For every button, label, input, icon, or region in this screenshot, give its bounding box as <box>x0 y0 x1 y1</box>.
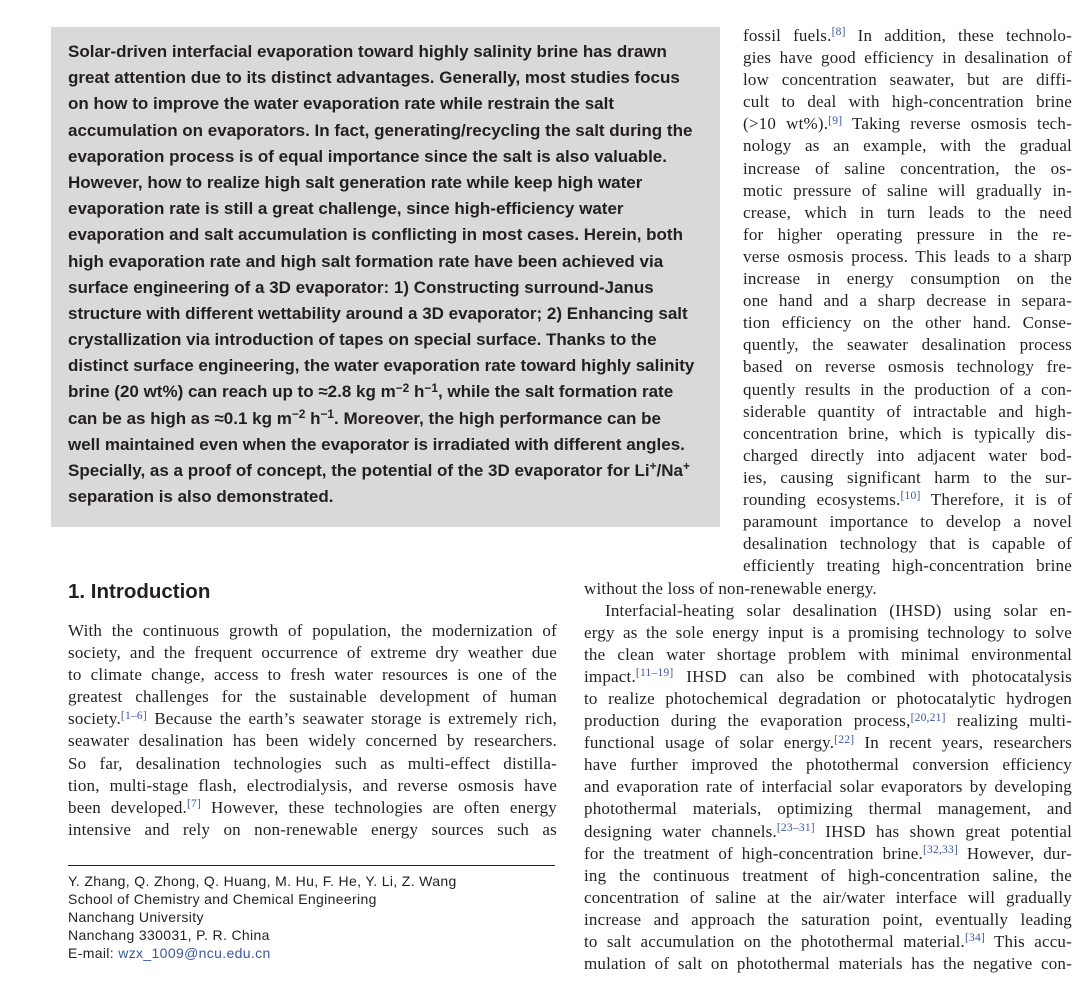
text-run: IHSD can also be combined with photocatalysis <box>673 666 1072 686</box>
text-run: /Na <box>656 461 683 480</box>
text-line <box>743 467 1072 489</box>
text-run: without the loss of non-renewable energy. <box>584 578 877 598</box>
text-run: charged directly into adjacent water bod- <box>743 445 1072 465</box>
text-line <box>743 290 1072 312</box>
text-line <box>743 135 1072 157</box>
superscript: + <box>649 459 657 474</box>
text-run: , while the salt formation rate <box>437 382 674 402</box>
text-line <box>68 91 694 117</box>
text-run: for higher operating pressure in the re- <box>743 224 1072 244</box>
text-run: paramount importance to develop a novel <box>743 512 1072 532</box>
text-run: designing water channels. <box>584 821 777 841</box>
text-run: ing the continuous treatment of high-concentration saline, the <box>584 865 1072 885</box>
text-run: However, how to realize high salt generation rate while keep high water <box>68 172 643 192</box>
citation-link[interactable]: [9] <box>828 113 843 127</box>
text-line <box>743 246 1072 268</box>
intro-paragraph-left <box>68 620 557 841</box>
text-run: based on reverse osmosis technology fre- <box>743 357 1072 377</box>
abstract-text <box>68 39 694 510</box>
text-run: tion, multi-stage flash, electrodialysis, and reverse osmosis have <box>68 775 557 795</box>
text-run: surface engineering of a 3D evaporator: 1) Constructing surround-Janus <box>68 277 654 297</box>
text-run: production during the evaporation process, <box>584 711 911 731</box>
text-run: However, dur- <box>958 843 1072 863</box>
citation-link[interactable]: [22] <box>834 732 855 746</box>
email-link[interactable]: wzx_1009@ncu.edu.cn <box>118 945 271 961</box>
text-line <box>68 170 694 196</box>
text-run: nology as an example, with the gradual <box>743 136 1072 156</box>
text-line <box>743 555 1072 577</box>
text-run: crease, which in turn leads to the need <box>743 202 1072 222</box>
text-run: Interfacial-heating solar desalination (IHSD) using solar en- <box>605 600 1072 620</box>
citation-link[interactable]: [10] <box>900 489 921 503</box>
text-run: desalination technology that is capable of <box>743 534 1072 554</box>
text-line <box>584 666 1072 688</box>
text-run: accumulation on evaporators. In fact, generating/recycling the salt during the <box>68 120 693 140</box>
text-run: quently, the seawater desalination process <box>743 335 1072 355</box>
text-run: mulation of salt on photothermal materials has the negative con- <box>584 954 1072 974</box>
text-line <box>68 196 694 222</box>
text-run: efficiently treating high-concentration brine <box>743 556 1072 576</box>
text-line <box>743 489 1072 511</box>
text-line <box>584 688 1072 710</box>
text-line <box>743 334 1072 356</box>
text-line <box>68 797 557 819</box>
text-line <box>584 843 1072 865</box>
text-line <box>68 39 694 65</box>
text-run: cult to deal with high-concentration brine <box>743 92 1072 112</box>
text-run: motic pressure of saline will gradually in- <box>743 180 1072 200</box>
citation-link[interactable]: [32,33] <box>922 843 959 857</box>
text-run: Solar-driven interfacial evaporation toward highly salinity brine has drawn <box>68 42 667 61</box>
text-run: society, and the frequent occurrence of extreme dry weather due <box>68 643 557 663</box>
text-line <box>743 180 1072 202</box>
text-run: impact. <box>584 666 636 686</box>
abstract-box <box>51 27 720 527</box>
text-run: Therefore, it is of <box>920 489 1072 509</box>
text-run: Taking reverse osmosis tech- <box>842 114 1072 134</box>
text-line <box>68 730 557 752</box>
text-line <box>584 776 1072 798</box>
text-run: tion efficiency on the other hand. Conse- <box>743 313 1072 333</box>
text-run: and evaporation rate of interfacial solar evaporators by developing <box>584 777 1072 797</box>
text-run: well maintained even when the evaporator is irradiated with different angles. <box>68 434 685 454</box>
text-line <box>584 798 1072 820</box>
text-run: h <box>305 408 321 428</box>
text-line <box>743 91 1072 113</box>
text-run: increase of saline concentration, the os- <box>743 158 1072 178</box>
text-line <box>743 379 1072 401</box>
text-run: have further improved the photothermal conversion efficiency <box>584 755 1072 775</box>
text-line <box>743 268 1072 290</box>
citation-link[interactable]: [34] <box>964 931 986 945</box>
superscript: + <box>682 459 690 474</box>
text-run: high evaporation rate and high salt formation rate have been achieved via <box>68 251 664 271</box>
text-line <box>68 249 694 275</box>
text-run: brine (20 wt%) can reach up to ≈2.8 kg m <box>68 382 396 402</box>
text-run: However, these technologies are often energy <box>201 797 557 817</box>
text-run: concentration of saline at the air/water interface will gradually <box>584 887 1072 907</box>
superscript: −1 <box>424 380 438 395</box>
text-line <box>68 819 557 841</box>
text-line <box>68 458 694 484</box>
email-line <box>68 944 457 962</box>
text-run: for the treatment of high-concentration brine. <box>584 843 923 863</box>
intro-paragraph-right-upper <box>743 25 1072 577</box>
text-run: fossil fuels. <box>743 26 832 45</box>
text-line <box>743 224 1072 246</box>
text-line <box>584 953 1072 975</box>
text-line <box>584 754 1072 776</box>
text-run: one hand and a sharp decrease in separa- <box>743 291 1072 311</box>
text-line <box>68 144 694 170</box>
text-run: increase in energy consumption on the <box>743 269 1072 289</box>
text-run: separation is also demonstrated. <box>68 487 334 507</box>
text-line <box>68 222 694 248</box>
text-run: IHSD has shown great potential <box>814 821 1072 841</box>
text-line <box>743 312 1072 334</box>
text-line <box>68 275 694 301</box>
university: Nanchang University <box>68 909 204 925</box>
email-label: E-mail: <box>68 945 119 961</box>
text-line <box>743 401 1072 423</box>
text-run: on how to improve the water evaporation rate while restrain the salt <box>68 94 615 114</box>
text-line <box>68 353 694 379</box>
text-run: ies, causing significant harm to the sur- <box>743 467 1072 487</box>
text-line <box>68 379 694 405</box>
text-run: rounding ecosystems. <box>743 489 901 509</box>
citation-link[interactable]: [23–31] <box>776 820 815 834</box>
text-line <box>68 708 557 730</box>
text-run: society. <box>68 709 121 729</box>
text-run: concentration brine, which is typically dis- <box>743 423 1072 443</box>
citation-link[interactable]: [1–6] <box>120 708 147 722</box>
text-run: With the continuous growth of population, the modernization of <box>68 621 557 640</box>
superscript: −1 <box>320 406 335 421</box>
address: Nanchang 330031, P. R. China <box>68 927 270 943</box>
text-run: Because the earth’s seawater storage is extremely rich, <box>146 709 557 729</box>
intro-paragraph-right-end <box>584 578 1072 600</box>
text-line <box>584 931 1072 953</box>
intro-paragraph-2 <box>584 600 1072 976</box>
text-run: the clean water shortage problem with minimal environmental <box>584 644 1072 664</box>
text-line <box>68 432 694 458</box>
text-run: structure with different wettability around a 3D evaporator; 2) Enhancing salt <box>68 303 688 323</box>
text-line <box>743 202 1072 224</box>
text-line <box>743 69 1072 91</box>
citation-link[interactable]: [11–19] <box>635 666 674 680</box>
citation-link[interactable]: [8] <box>831 25 846 39</box>
text-line <box>68 620 557 642</box>
text-line <box>68 406 694 432</box>
text-run: to realize photochemical degradation or photocatalytic hydrogen <box>584 688 1072 708</box>
text-line <box>68 686 557 708</box>
text-line <box>68 642 557 664</box>
text-line <box>68 327 694 353</box>
text-run: gies have good efficiency in desalination of <box>743 48 1072 68</box>
text-line <box>68 301 694 327</box>
text-run: distinct surface engineering, the water evaporation rate toward highly salinity <box>68 356 695 376</box>
text-run: evaporation and salt accumulation is conflicting in most cases. Herein, both <box>68 225 683 245</box>
text-line <box>584 600 1072 622</box>
text-run: siderable quantity of intractable and high- <box>743 401 1072 421</box>
text-line <box>743 423 1072 445</box>
text-line <box>68 65 694 91</box>
text-line <box>584 909 1072 931</box>
text-line <box>743 533 1072 555</box>
text-run: ergy as the sole energy input is a promising technology to solve <box>584 622 1072 642</box>
text-run: In addition, these technolo- <box>845 26 1072 45</box>
text-line <box>584 622 1072 644</box>
text-line <box>743 25 1072 47</box>
text-run: evaporation process is of equal importance since the salt is also valuable. <box>68 146 667 166</box>
citation-link[interactable]: [7] <box>186 797 202 811</box>
superscript: −2 <box>291 406 306 421</box>
text-run: increase and approach the saturation point, eventually leading <box>584 909 1072 929</box>
text-run: to salt accumulation on the photothermal material. <box>584 932 965 951</box>
text-run: low concentration seawater, but are diffi- <box>743 70 1072 90</box>
text-line <box>584 578 1072 600</box>
text-line <box>68 484 694 510</box>
text-run: quently results in the production of a con- <box>743 379 1072 399</box>
text-line <box>743 113 1072 135</box>
text-line <box>68 664 557 686</box>
text-line <box>584 821 1072 843</box>
text-run: Specially, as a proof of concept, the potential of the 3D evaporator for Li <box>68 461 650 480</box>
text-run: seawater desalination has been widely concerned by researchers. <box>68 731 557 751</box>
text-run: to climate change, access to fresh water resources is one of the <box>68 665 557 685</box>
text-run: verse osmosis process. This leads to a sharp <box>743 246 1072 266</box>
author-list: Y. Zhang, Q. Zhong, Q. Huang, M. Hu, F. He, Y. Li, Z. Wang <box>68 873 457 889</box>
section-heading: 1. Introduction <box>68 580 211 603</box>
text-line <box>584 865 1072 887</box>
text-run: can be as high as ≈0.1 kg m <box>68 408 292 428</box>
text-run: intensive and rely on non-renewable energy sources such as <box>68 819 557 839</box>
text-line <box>743 511 1072 533</box>
text-run: great attention due to its distinct advantages. Generally, most studies focus <box>68 68 680 88</box>
text-run: This accu- <box>985 932 1072 951</box>
department: School of Chemistry and Chemical Engineering <box>68 891 377 907</box>
text-line <box>584 887 1072 909</box>
footnote-divider <box>68 865 555 866</box>
text-run: functional usage of solar energy. <box>584 733 835 753</box>
text-run: been developed. <box>68 797 187 817</box>
text-run: . Moreover, the high performance can be <box>334 408 661 428</box>
text-line <box>743 158 1072 180</box>
text-line <box>68 775 557 797</box>
text-run: evaporation rate is still a great challenge, since high-efficiency water <box>68 199 624 219</box>
text-line <box>584 710 1072 732</box>
text-line <box>584 732 1072 754</box>
text-line <box>68 753 557 775</box>
text-run: realizing multi- <box>945 711 1072 731</box>
citation-link[interactable]: [20,21] <box>910 710 946 724</box>
text-run: (>10 wt%). <box>743 114 829 134</box>
text-line <box>68 118 694 144</box>
superscript: −2 <box>395 380 410 395</box>
text-run: h <box>409 382 425 402</box>
text-line <box>584 644 1072 666</box>
text-run: photothermal materials, optimizing thermal management, and <box>584 799 1072 819</box>
affiliation-block <box>68 872 457 962</box>
text-run: greatest challenges for the sustainable development of human <box>68 687 557 707</box>
text-line <box>743 356 1072 378</box>
text-line <box>743 47 1072 69</box>
text-line <box>743 445 1072 467</box>
text-run: crystallization via introduction of tapes on special surface. Thanks to the <box>68 330 657 350</box>
text-run: So far, desalination technologies such as multi-effect distilla- <box>68 753 557 773</box>
text-run: In recent years, researchers <box>854 733 1072 753</box>
